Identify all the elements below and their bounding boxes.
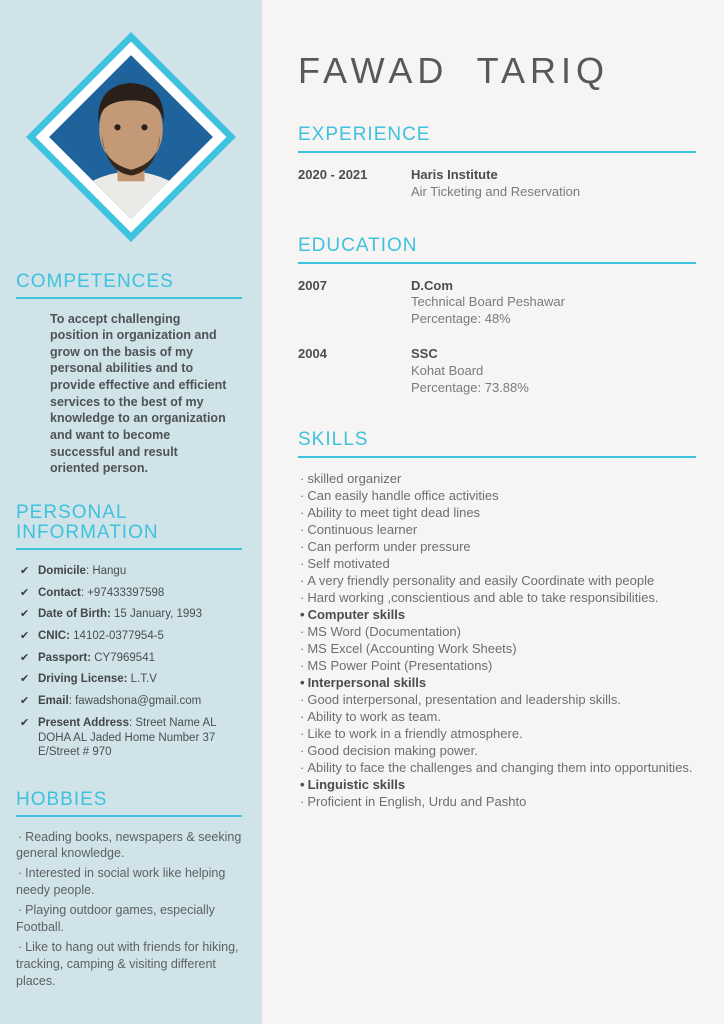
- personal-info-item-passport: [16, 651, 242, 666]
- personal-info-text: Email: fawadshona@gmail.com: [38, 695, 202, 708]
- personal-info-item-present-address: [16, 716, 242, 760]
- education-board: Kohat Board: [411, 363, 484, 379]
- skill-item: · A very friendly personality and easily Coordinate with people: [300, 572, 655, 588]
- bullet-icon: ·: [300, 538, 305, 554]
- skill-item: · Good interpersonal, presentation and leadership skills.: [300, 691, 621, 707]
- skill-group-linguistic: • Linguistic skills: [300, 776, 406, 792]
- hobby-item: · Reading books, newspapers & seeking general knowledge.: [16, 829, 242, 861]
- bullet-icon: ·: [300, 572, 305, 588]
- competences-text: To accept challenging position in organization and grow on the basis of my personal abilities and to provide effective and efficient services to the best of my knowledge to an organization and want to become successful and result oriented person.: [50, 311, 227, 476]
- education-entry: [298, 278, 696, 329]
- check-icon: ✔: [20, 629, 30, 642]
- bullet-icon: ·: [300, 589, 305, 605]
- personal-info-item-driving-license: [16, 672, 242, 687]
- personal-info-item-date-of-birth: [16, 607, 242, 622]
- personal-info-item-contact: [16, 586, 242, 601]
- hobbies-section: [0, 790, 262, 989]
- personal-info-item-email: [16, 694, 242, 709]
- check-icon: ✔: [20, 673, 30, 686]
- education-degree: D.Com: [411, 277, 453, 293]
- experience-desc: Air Ticketing and Reservation: [411, 183, 581, 199]
- bullet-icon: ·: [18, 866, 23, 881]
- skill-item: · Ability to meet tight dead lines: [300, 504, 481, 520]
- skill-item: · MS Word (Documentation): [300, 623, 461, 639]
- bullet-icon: ·: [300, 725, 305, 741]
- personal-info-text: CNIC: 14102-0377954-5: [38, 629, 164, 642]
- education-percentage: Percentage: 73.88%: [411, 380, 529, 396]
- bullet-icon: •: [300, 776, 305, 792]
- personal-info-item-cnic: [16, 629, 242, 644]
- skill-item: · MS Excel (Accounting Work Sheets): [300, 640, 517, 656]
- skills-list: [298, 470, 696, 810]
- skill-item: · Proficient in English, Urdu and Pashto: [300, 793, 527, 809]
- check-icon: ✔: [20, 608, 30, 621]
- education-section: [298, 235, 696, 397]
- education-entry: [298, 346, 696, 397]
- skill-item: · Self motivated: [300, 555, 390, 571]
- bullet-icon: ·: [300, 742, 305, 758]
- bullet-icon: ·: [300, 470, 305, 486]
- bullet-icon: ·: [300, 708, 305, 724]
- experience-org: Haris Institute: [411, 166, 498, 182]
- bullet-icon: ·: [18, 829, 23, 844]
- experience-detail: [411, 167, 696, 201]
- hobbies-list: [16, 829, 242, 990]
- bullet-icon: ·: [300, 759, 305, 775]
- skill-item: · Continuous learner: [300, 521, 418, 537]
- bullet-icon: •: [300, 606, 305, 622]
- skills-section: [298, 429, 696, 810]
- skill-item: · MS Power Point (Presentations): [300, 657, 493, 673]
- check-icon: ✔: [20, 651, 30, 664]
- check-icon: ✔: [20, 586, 30, 599]
- experience-section: [298, 124, 696, 201]
- personal-info-text: Domicile: Hangu: [38, 564, 127, 577]
- bullet-icon: ·: [300, 640, 305, 656]
- hobby-item: · Interested in social work like helping needy people.: [16, 866, 226, 898]
- sidebar: [0, 0, 262, 1024]
- bullet-icon: ·: [300, 623, 305, 639]
- skill-item: · Can perform under pressure: [300, 538, 471, 554]
- bullet-icon: ·: [300, 487, 305, 503]
- experience-period: 2020 - 2021: [298, 166, 368, 182]
- bullet-icon: ·: [18, 939, 23, 954]
- bullet-icon: ·: [300, 691, 305, 707]
- education-year: 2004: [298, 346, 327, 362]
- bullet-icon: ·: [300, 521, 305, 537]
- bullet-icon: ·: [18, 903, 23, 917]
- skill-item: · Like to work in a friendly atmosphere.: [300, 725, 523, 741]
- bullet-icon: ·: [300, 657, 305, 673]
- skills-heading: SKILLS: [298, 429, 696, 458]
- experience-heading: EXPERIENCE: [298, 124, 696, 153]
- check-icon: ✔: [20, 716, 30, 729]
- hobbies-heading: HOBBIES: [16, 790, 242, 817]
- bullet-icon: •: [300, 674, 305, 690]
- personal-info-text: Driving License: L.T.V: [38, 673, 157, 686]
- bullet-icon: ·: [300, 504, 305, 520]
- skill-item: · Good decision making power.: [300, 742, 478, 758]
- hobby-item: · Playing outdoor games, especially Football.: [16, 903, 215, 934]
- skill-item: · Ability to face the challenges and changing them into opportunities.: [300, 759, 693, 775]
- check-icon: ✔: [20, 695, 30, 708]
- personal-info-text: Present Address: Street Name AL DOHA AL Jaded Home Number 37 E/Street # 970: [38, 716, 217, 759]
- skill-item: · Ability to work as team.: [300, 708, 441, 724]
- personal-information-list: [16, 564, 242, 760]
- hobby-item: · Like to hang out with friends for hiking, tracking, camping & visiting different places.: [16, 939, 239, 988]
- experience-entry: [298, 167, 696, 201]
- personal-info-text: Date of Birth: 15 January, 1993: [38, 608, 203, 621]
- personal-information-section: [0, 503, 262, 760]
- education-board: Technical Board Peshawar: [411, 294, 565, 310]
- personal-info-text: Passport: CY7969541: [38, 651, 155, 664]
- profile-photo-frame: [25, 28, 237, 246]
- education-heading: EDUCATION: [298, 235, 696, 264]
- page-title: FAWAD TARIQ: [298, 50, 610, 91]
- education-degree: SSC: [411, 346, 438, 362]
- profile-photo: [25, 28, 237, 246]
- education-detail: [411, 346, 696, 397]
- skill-item: · Can easily handle office activities: [300, 487, 499, 503]
- skill-group-interpersonal: • Interpersonal skills: [300, 674, 427, 690]
- education-year: 2007: [298, 277, 327, 293]
- bullet-icon: ·: [300, 793, 305, 809]
- personal-information-heading-line2: INFORMATION: [16, 522, 159, 544]
- personal-info-text: Contact: +97433397598: [38, 586, 165, 599]
- skill-item: · skilled organizer: [300, 470, 402, 486]
- personal-info-item-domicile: [16, 564, 242, 579]
- competences-section: [0, 272, 262, 477]
- check-icon: ✔: [20, 564, 30, 577]
- skill-item: · Hard working ,conscientious and able to take responsibilities.: [300, 589, 659, 605]
- education-percentage: Percentage: 48%: [411, 311, 511, 327]
- education-detail: [411, 278, 696, 329]
- bullet-icon: ·: [300, 555, 305, 571]
- competences-heading: COMPETENCES: [16, 272, 242, 299]
- skill-group-computer: • Computer skills: [300, 606, 406, 622]
- personal-information-heading-line1: PERSONAL: [16, 501, 128, 523]
- personal-information-heading: [16, 503, 242, 550]
- main-content: [262, 0, 724, 1024]
